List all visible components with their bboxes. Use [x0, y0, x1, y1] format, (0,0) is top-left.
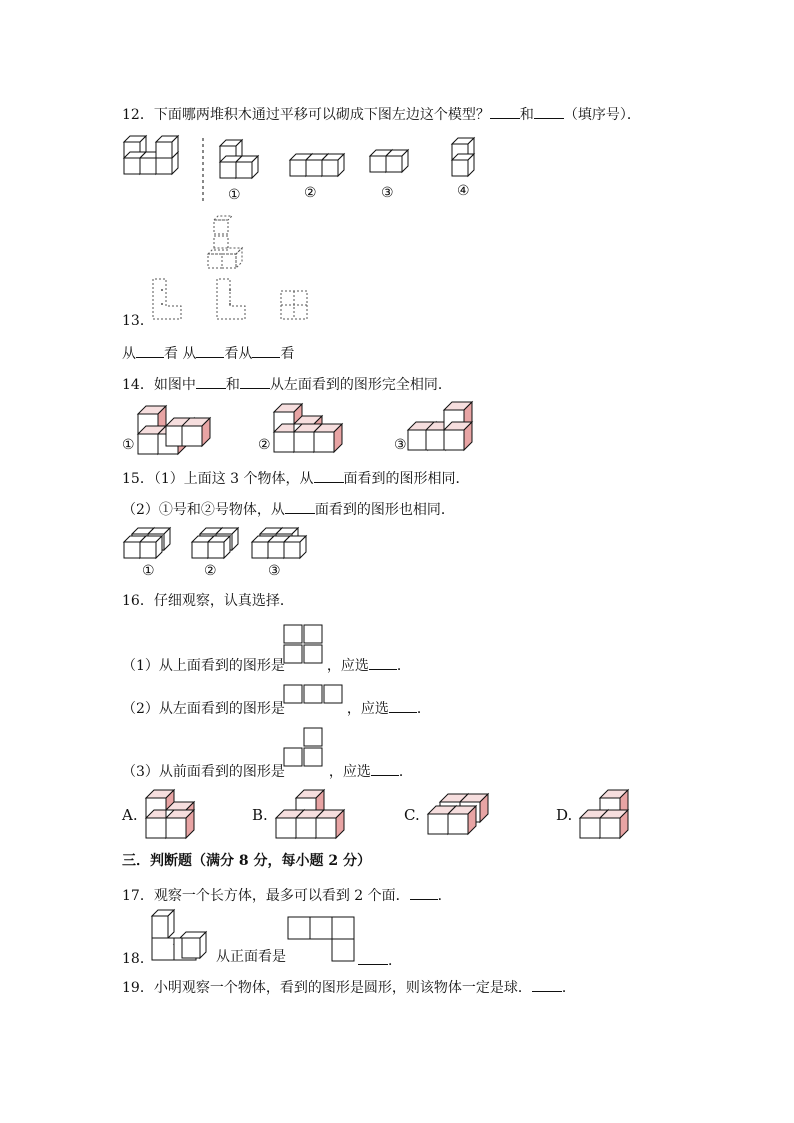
q14-blank-2[interactable]	[240, 374, 270, 389]
section-3-title: 三．判断题（满分 8 分，每小题 2 分）	[122, 853, 371, 869]
q12-model-figure	[124, 136, 194, 182]
q12-option-2-figure	[290, 154, 346, 182]
q18-blank[interactable]	[358, 950, 388, 965]
q16-option-c[interactable]: C.	[404, 806, 420, 824]
q13-answer-line: 从 看 从 看从 看	[122, 343, 294, 363]
q17-blank[interactable]	[410, 885, 438, 900]
q18-number: 18．	[122, 951, 154, 967]
q15-label-3: ③	[268, 563, 281, 579]
q13-blank-2[interactable]	[196, 343, 224, 358]
q13-solid-figure	[206, 216, 246, 272]
q16-part2: （2）从左面看到的图形是 ，应选 ．	[122, 698, 431, 718]
q12-option-1-figure	[220, 140, 260, 182]
q15-label-1: ①	[142, 563, 155, 579]
q16-option-c-figure	[428, 794, 492, 834]
q18-text: 从正面看是	[216, 949, 286, 965]
q12-option-3-figure	[370, 150, 414, 182]
q16-option-b[interactable]: B.	[252, 806, 268, 824]
q14-figure-2	[274, 404, 348, 454]
q13-blank-3[interactable]	[252, 343, 280, 358]
q15-blank-1[interactable]	[314, 468, 344, 483]
q15-figure-1	[124, 528, 178, 560]
q18-front-view-figure	[287, 916, 355, 962]
q12-divider	[201, 138, 205, 204]
q17-question: 17．观察一个长方体，最多可以看到 2 个面． ．	[122, 885, 452, 905]
q12-label-2: ②	[304, 185, 317, 201]
q16-option-d[interactable]: D.	[556, 806, 573, 824]
q12-option-4-figure	[452, 138, 480, 182]
q15-figure-3	[252, 528, 322, 560]
q12-blank-2[interactable]	[534, 104, 564, 119]
q16-part1: （1）从上面看到的图形是 ，应选 ．	[122, 655, 411, 675]
q12-question: 12．下面哪两堆积木通过平移可以砌成下图左边这个模型？ 和 （填序号）．	[122, 104, 641, 124]
q12-label-1: ①	[228, 187, 241, 203]
q19-blank[interactable]	[532, 977, 562, 992]
q13-view-1	[152, 278, 182, 320]
q14-label-2: ②	[258, 437, 271, 453]
q18-solid-figure	[152, 910, 214, 960]
q14-figure-1	[138, 406, 214, 454]
q15-part1: 15．（1）上面这 3 个物体，从 面看到的图形相同．	[122, 468, 470, 488]
q19-question: 19．小明观察一个物体，看到的图形是圆形，则该物体一定是球． ．	[122, 977, 576, 997]
q13-view-3	[280, 290, 308, 320]
q16-blank-1[interactable]	[369, 655, 397, 670]
q12-label-4: ④	[457, 183, 470, 199]
q14-label-1: ①	[122, 437, 135, 453]
q12-blank-1[interactable]	[490, 104, 520, 119]
q16-blank-2[interactable]	[389, 698, 417, 713]
q13-view-2	[216, 278, 246, 320]
q16-option-a[interactable]: A.	[122, 806, 138, 824]
q18-answer: ．	[358, 950, 402, 970]
q16-option-d-figure	[580, 790, 632, 838]
q16-part3: （3）从前面看到的图形是 ，应选 ．	[122, 761, 413, 781]
q13-number: 13．	[122, 313, 154, 329]
q16-option-a-figure	[146, 790, 208, 838]
q15-label-2: ②	[204, 563, 217, 579]
q13-blank-1[interactable]	[136, 343, 164, 358]
q15-part2: （2）①号和②号物体，从 面看到的图形也相同．	[122, 499, 455, 519]
q16-blank-3[interactable]	[371, 761, 399, 776]
q12-label-3: ③	[381, 185, 394, 201]
q14-question: 14．如图中 和 从左面看到的图形完全相同．	[122, 374, 452, 394]
q16-option-b-figure	[276, 790, 346, 838]
q14-figure-3	[408, 400, 474, 454]
q16-title: 16．仔细观察，认真选择．	[122, 593, 294, 609]
q14-label-3: ③	[394, 437, 407, 453]
q15-figure-2	[192, 528, 246, 560]
q15-blank-2[interactable]	[285, 499, 315, 514]
q14-blank-1[interactable]	[196, 374, 226, 389]
